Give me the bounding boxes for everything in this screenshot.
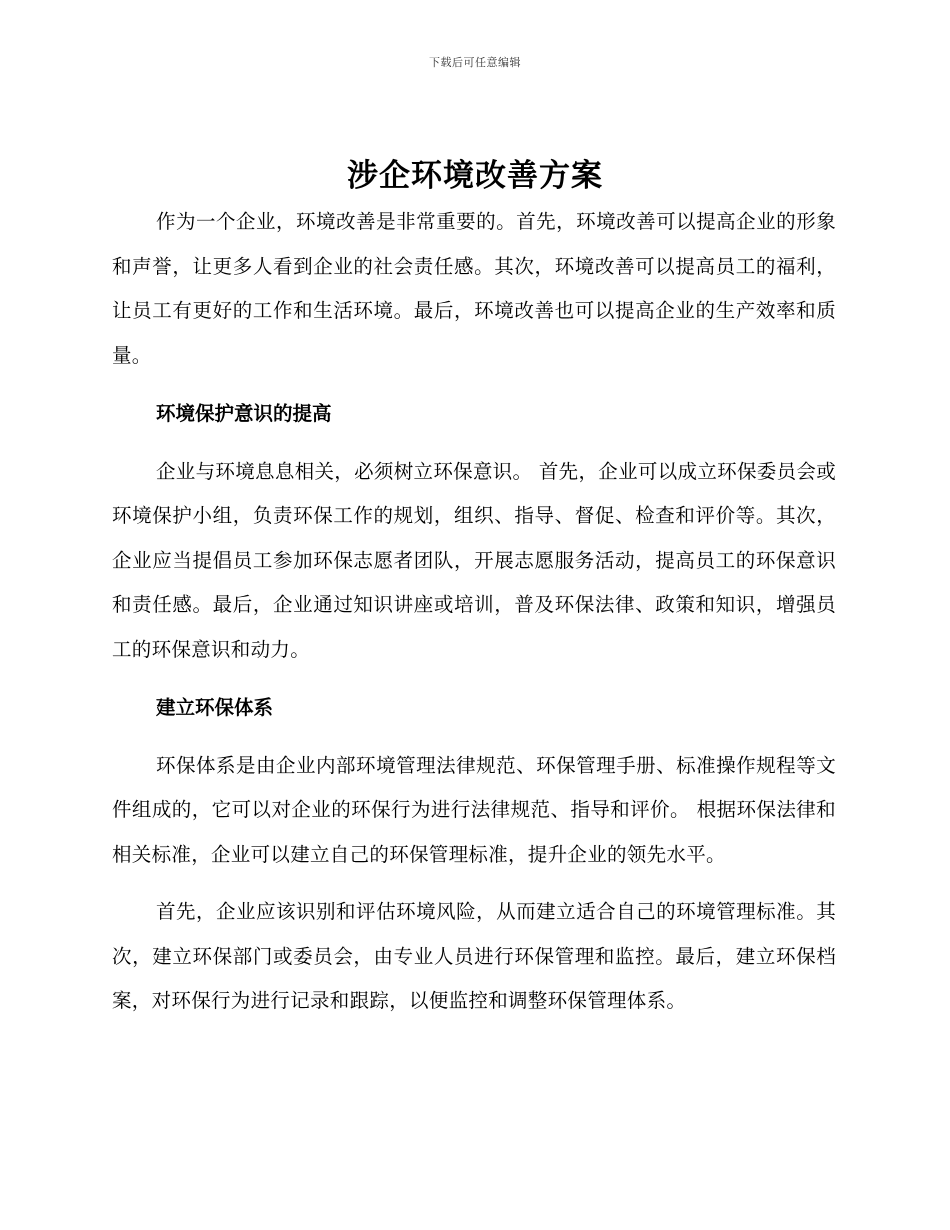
document-body bbox=[112, 200, 836, 1024]
section1-paragraph: 企业与环境息息相关，必须树立环保意识。 首先，企业可以成立环保委员会或环境保护小组，负责环保工作的规划，组织、指导、督促、检查和评价等。其次，企业应当提倡员工参加环保志愿者团队，开展志愿服务活动，提高员工的环保意识和责任感。最后，企业通过知识讲座或培训，普及环保法律、政策和知识，增强员工的环保意识和动力。 bbox=[112, 459, 836, 661]
spacer bbox=[112, 877, 836, 890]
section2-heading: 建立环保体系 bbox=[156, 696, 274, 719]
spacer bbox=[112, 378, 836, 392]
document-title: 涉企环境改善方案 bbox=[347, 158, 603, 194]
intro-paragraph: 作为一个企业，环境改善是非常重要的。首先，环境改善可以提高企业的形象和声誉，让更多人看到企业的社会责任感。其次，环境改善可以提高员工的福利，让员工有更好的工作和生活环境。最后，环境改善也可以提高企业的生产效率和质量。 bbox=[112, 210, 836, 367]
spacer bbox=[112, 672, 836, 686]
spacer bbox=[112, 731, 836, 744]
header-note: 下载后可任意编辑 bbox=[429, 56, 521, 69]
section1-heading: 环境保护意识的提高 bbox=[156, 402, 332, 425]
section2-paragraph-2: 首先，企业应该识别和评估环境风险，从而建立适合自己的环境管理标准。其次，建立环保部门或委员会，由专业人员进行环保管理和监控。最后，建立环保档案，对环保行为进行记录和跟踪，以便监控和调整环保管理体系。 bbox=[112, 900, 836, 1012]
section2-paragraph-1: 环保体系是由企业内部环境管理法律规范、环保管理手册、标准操作规程等文件组成的，它可以对企业的环保行为进行法律规范、指导和评价。 根据环保法律和相关标准，企业可以建立自己的环保管理标准，提升企业的领先水平。 bbox=[112, 753, 836, 866]
spacer bbox=[112, 437, 836, 450]
